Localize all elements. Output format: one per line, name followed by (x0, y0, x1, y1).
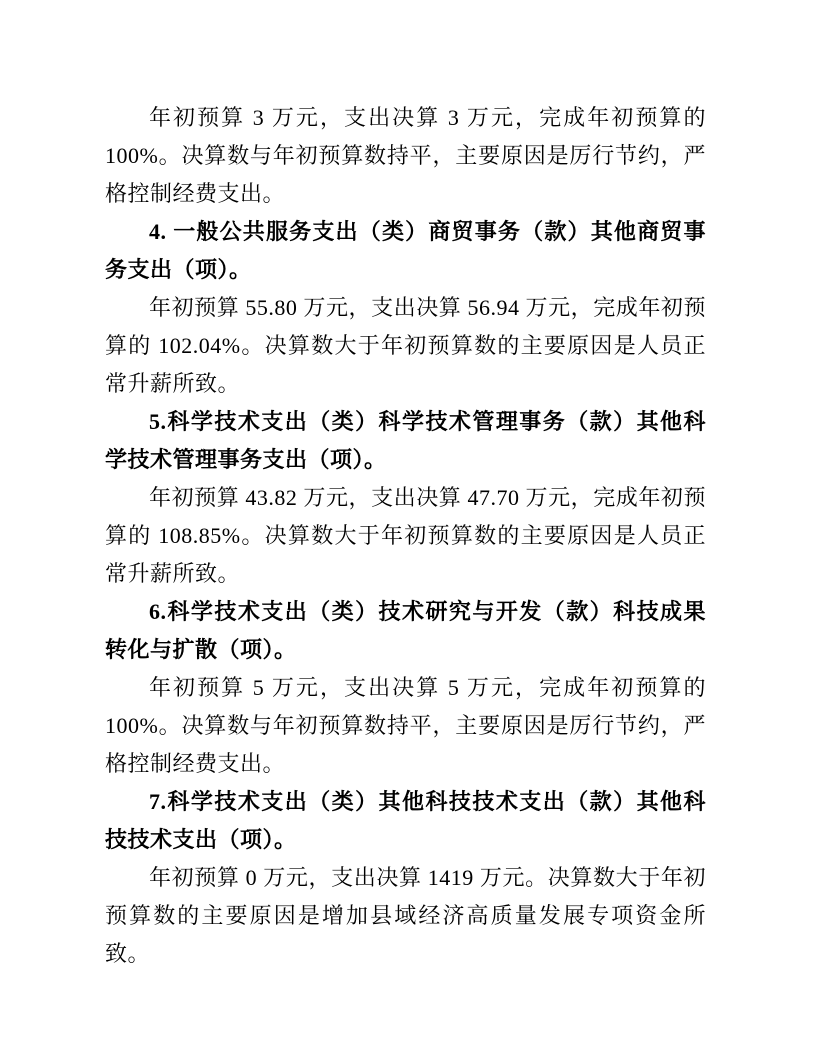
section-heading-5: 5.科学技术支出（类）科学技术管理事务（款）其他科学技术管理事务支出（项）。 (105, 409, 706, 472)
section-heading-4: 4. 一般公共服务支出（类）商贸事务（款）其他商贸事务支出（项）。 (105, 219, 706, 282)
budget-paragraph: 年初预算 43.82 万元，支出决算 47.70 万元，完成年初预算的 108.85%。决算数大于年初预算数的主要原因是人员正常升薪所致。 (105, 485, 706, 586)
section-heading-6: 6.科学技术支出（类）技术研究与开发（款）科技成果转化与扩散（项）。 (105, 599, 706, 662)
document-text-block (105, 99, 706, 973)
budget-paragraph: 年初预算 3 万元，支出决算 3 万元，完成年初预算的 100%。决算数与年初预算数持平，主要原因是厉行节约，严格控制经费支出。 (105, 105, 706, 206)
budget-paragraph: 年初预算 0 万元，支出决算 1419 万元。决算数大于年初预算数的主要原因是增加县域经济高质量发展专项资金所致。 (105, 865, 706, 966)
budget-paragraph: 年初预算 5 万元，支出决算 5 万元，完成年初预算的 100%。决算数与年初预算数持平，主要原因是厉行节约，严格控制经费支出。 (105, 675, 706, 776)
budget-paragraph: 年初预算 55.80 万元，支出决算 56.94 万元，完成年初预算的 102.04%。决算数大于年初预算数的主要原因是人员正常升薪所致。 (105, 295, 706, 396)
section-heading-7: 7.科学技术支出（类）其他科技技术支出（款）其他科技技术支出（项）。 (105, 789, 706, 852)
